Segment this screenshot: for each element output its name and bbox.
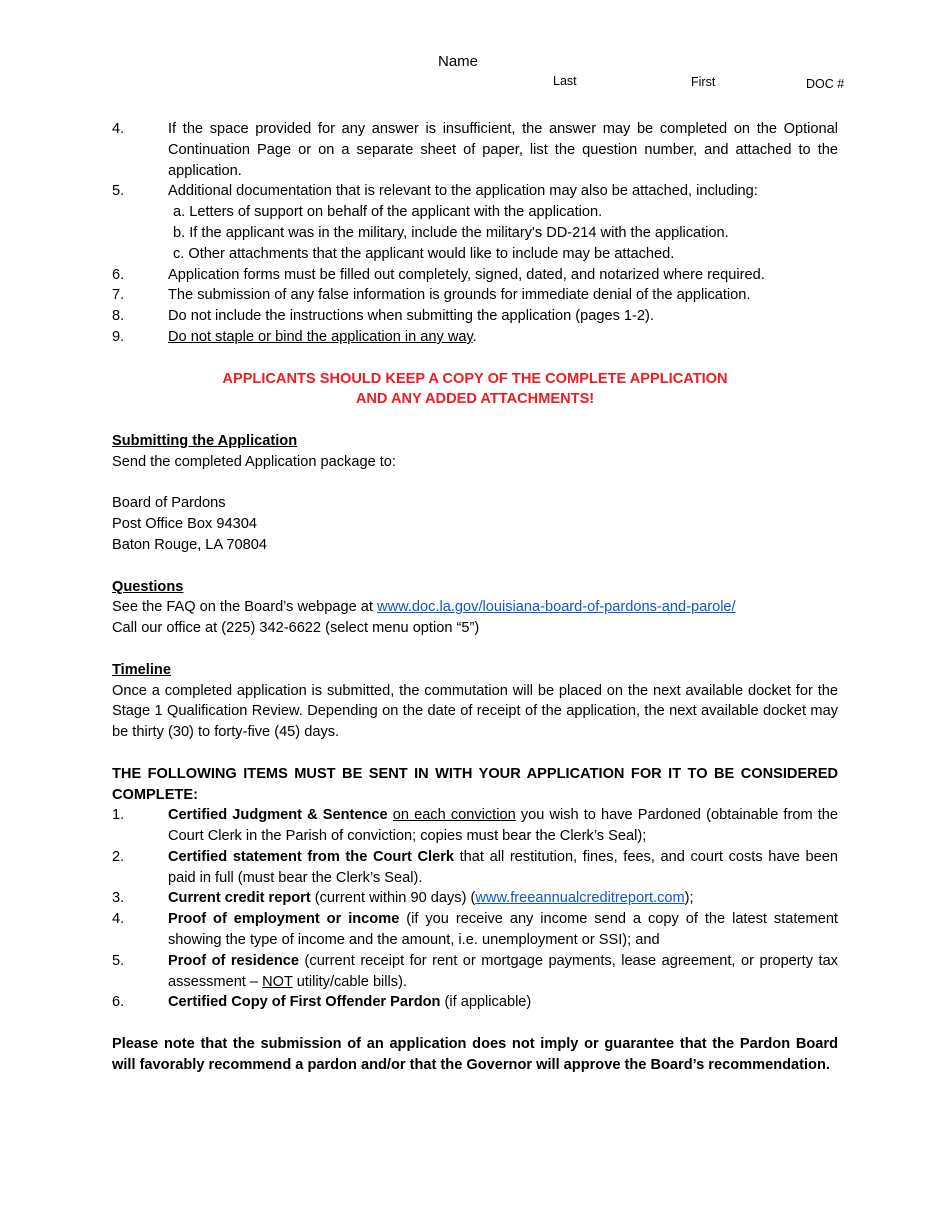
item-rest: that all restitution, fines, fees, and court costs have been paid in full (must bear the Clerk’s Seal). xyxy=(168,848,838,886)
item-number: 2. xyxy=(112,848,125,865)
sub-item: b. If the applicant was in the military, include the military's DD-214 with the application. xyxy=(173,224,729,241)
instruction-item xyxy=(112,119,838,181)
item-number: 1. xyxy=(112,807,125,824)
item-text: Additional documentation that is relevant to the application may also be attached, including: xyxy=(168,183,758,200)
item-bold: Proof of residence xyxy=(168,952,300,969)
item-rest: (current within 90 days) ( xyxy=(310,890,476,907)
timeline-text: Once a completed application is submitted, the commutation will be placed on the next available docket for the Stage 1 Qualification Review. Depending on the date of receipt of the application, the next available docket may be thirty (30) to forty-five (45) days. xyxy=(112,682,838,741)
required-item xyxy=(112,992,838,1013)
submitting-title: Submitting the Application xyxy=(112,432,298,449)
item-rest: (if applicable) xyxy=(440,994,532,1011)
disclaimer-note: Please note that the submission of an application does not imply or guarantee that the Pardon Board will favorably recommend a pardon and/or that the Governor will approve the Board’s recommendation. xyxy=(112,1036,838,1073)
item-suffix: . xyxy=(472,328,477,345)
item-bold: Certified Copy of First Offender Pardon xyxy=(168,994,441,1011)
instruction-item xyxy=(112,285,838,306)
item-bold: Certified Judgment & Sentence xyxy=(168,807,388,824)
item-rest: (if you receive any income send a copy of the latest statement showing the type of income and the amount, i.e. unemployment or SSI); and xyxy=(168,911,838,949)
item-rest: (current receipt for rent or mortgage payments, lease agreement, or property tax assessment – xyxy=(168,952,838,990)
first-name-label: First xyxy=(691,75,716,89)
item-number: 6. xyxy=(112,266,125,283)
underlined-text: Do not staple or bind the application in any way xyxy=(168,328,473,345)
faq-prefix: See the FAQ on the Board’s webpage at xyxy=(112,599,378,616)
required-item xyxy=(112,805,838,847)
keep-copy-warning xyxy=(112,369,838,411)
item-underline: NOT xyxy=(262,973,293,990)
name-label: Name xyxy=(438,53,479,70)
item-number: 5. xyxy=(112,952,125,969)
item-number: 8. xyxy=(112,308,125,325)
item-number: 6. xyxy=(112,994,125,1011)
item-text xyxy=(168,992,838,1013)
required-items-heading: THE FOLLOWING ITEMS MUST BE SENT IN WITH YOUR APPLICATION FOR IT TO BE CONSIDERED COMPLETE: xyxy=(112,765,838,803)
warning-line: APPLICANTS SHOULD KEEP A COPY OF THE COMPLETE APPLICATION xyxy=(222,370,728,387)
item-bold: Certified statement from the Court Clerk xyxy=(168,848,454,865)
item-text: The submission of any false information is grounds for immediate denial of the application. xyxy=(168,287,751,304)
instructions-content xyxy=(112,119,838,1076)
questions-title: Questions xyxy=(112,578,184,595)
address-line: Board of Pardons xyxy=(112,495,226,512)
address-line: Post Office Box 94304 xyxy=(112,516,257,533)
required-item xyxy=(112,847,838,889)
required-item xyxy=(112,951,838,993)
item-after: utility/cable bills). xyxy=(292,973,407,990)
instruction-item xyxy=(112,306,838,327)
warning-line: AND ANY ADDED ATTACHMENTS! xyxy=(355,391,595,408)
item-text xyxy=(168,847,838,889)
doc-number-label: DOC # xyxy=(806,77,845,91)
item-rest: you wish to have Pardoned (obtainable from the Court Clerk in the Parish of conviction; copies must bear the Clerk’s Seal); xyxy=(168,807,838,845)
item-text xyxy=(168,805,838,847)
item-text: Application forms must be filled out completely, signed, dated, and notarized where required. xyxy=(168,266,765,283)
instruction-item xyxy=(112,265,838,286)
sub-item: c. Other attachments that the applicant would like to include may be attached. xyxy=(173,245,675,262)
required-item xyxy=(112,888,838,909)
item-text: If the space provided for any answer is insufficient, the answer may be completed on the Optional Continuation Page or on a separate sheet of paper, list the question number, and attached to the application. xyxy=(168,121,838,179)
item-text xyxy=(168,327,838,348)
timeline-title: Timeline xyxy=(112,661,171,678)
item-bold: Current credit report xyxy=(168,890,311,907)
item-bold: Proof of employment or income xyxy=(168,911,400,928)
required-item xyxy=(112,909,838,951)
item-number: 7. xyxy=(112,287,125,304)
item-text: Do not include the instructions when submitting the application (pages 1-2). xyxy=(168,308,654,325)
credit-report-link[interactable]: www.freeannualcreditreport.com xyxy=(475,890,685,907)
sub-item: a. Letters of support on behalf of the applicant with the application. xyxy=(173,204,603,221)
item-number: 4. xyxy=(112,911,125,928)
item-text xyxy=(168,909,838,951)
board-webpage-link[interactable]: www.doc.la.gov/louisiana-board-of-pardons-and-parole/ xyxy=(377,599,736,616)
address-line: Baton Rouge, LA 70804 xyxy=(112,536,267,553)
item-after: ); xyxy=(684,890,694,907)
item-text xyxy=(168,888,838,909)
item-text xyxy=(168,951,838,993)
instruction-item xyxy=(112,327,838,348)
item-number: 5. xyxy=(112,183,125,200)
item-number: 9. xyxy=(112,328,125,345)
call-office-line: Call our office at (225) 342-6622 (select menu option “5”) xyxy=(112,620,480,637)
submitting-intro: Send the completed Application package to: xyxy=(112,453,396,470)
instruction-item xyxy=(112,181,838,202)
faq-line xyxy=(112,597,838,618)
last-name-label: Last xyxy=(553,74,577,88)
item-underline: on each conviction xyxy=(392,807,516,824)
item-number: 3. xyxy=(112,890,125,907)
item-number: 4. xyxy=(112,121,125,137)
